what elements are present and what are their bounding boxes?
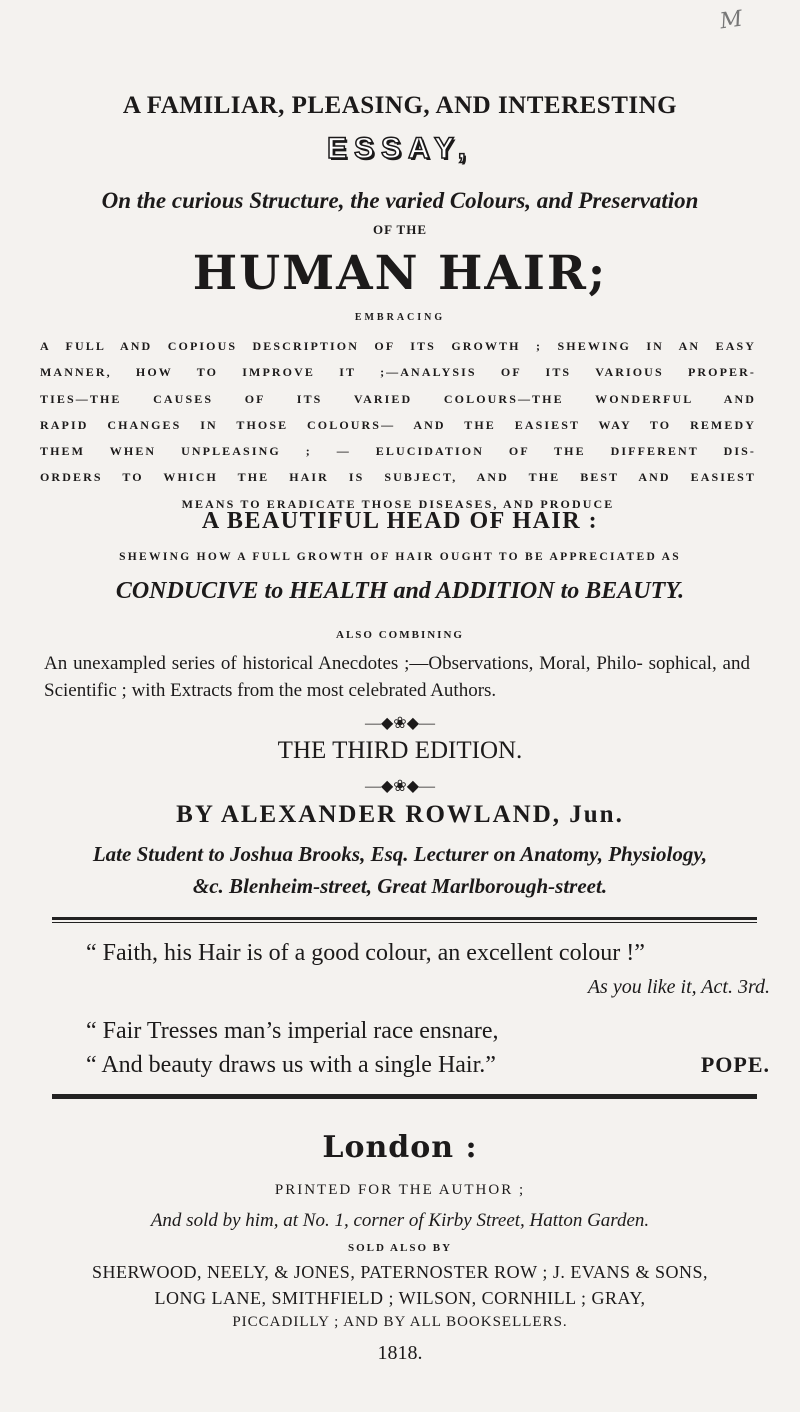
epigraph-source-2: POPE. — [700, 1052, 770, 1077]
author-credentials-2: &c. Blenheim-street, Great Marlborough-street. — [192, 874, 608, 898]
description-line: MEANS TO ERADICATE THOSE DISEASES, AND PRODUCE — [181, 496, 615, 511]
title-human-hair: HUMAN HAIR; — [192, 246, 608, 301]
title-embracing: EMBRACING — [354, 312, 446, 323]
imprint-booksellers-2: LONG LANE, SMITHFIELD ; WILSON, CORNHILL ; GRAY, — [154, 1288, 646, 1308]
conducive-line: CONDUCIVE to HEALTH and ADDITION to BEAUTY. — [115, 578, 685, 604]
handwritten-mark: M — [718, 6, 745, 35]
imprint-year: 1818. — [377, 1342, 423, 1364]
title-of-the: OF THE — [372, 222, 428, 237]
epigraph-source-1: As you like it, Act. 3rd. — [587, 976, 770, 998]
title-line-1: A FAMILIAR, PLEASING, AND INTERESTING — [122, 92, 678, 119]
imprint-booksellers-1: SHERWOOD, NEELY, & JONES, PATERNOSTER ROW ; J. EVANS & SONS, — [91, 1262, 709, 1282]
edition: THE THIRD EDITION. — [277, 737, 523, 764]
epigraph-quote-1: “ Faith, his Hair is of a good colour, an excellent colour !” — [86, 940, 645, 966]
title-essay: ESSAY, — [327, 132, 473, 165]
imprint-printed: PRINTED FOR THE AUTHOR ; — [274, 1182, 526, 1198]
imprint-sold-also: SOLD ALSO BY — [347, 1242, 453, 1254]
description-line: A FULL AND COPIOUS DESCRIPTION OF ITS GROWTH ; SHEWING IN AN EASY — [40, 339, 756, 353]
title-subtitle: On the curious Structure, the varied Colours, and Preservation — [101, 188, 699, 213]
anecdotes-paragraph: An unexampled series of historical Anecdotes ;—Observations, Moral, Philo- sophical, and Scientific ; with Extracts from the most celebrated Authors. — [44, 653, 750, 701]
ornament-divider: —◆❀◆— — [364, 778, 435, 795]
imprint-sold: And sold by him, at No. 1, corner of Kirby Street, Hatton Garden. — [150, 1210, 650, 1231]
shewing-line: SHEWING HOW A FULL GROWTH OF HAIR OUGHT TO BE APPRECIATED AS — [119, 551, 681, 563]
description-block — [40, 333, 756, 517]
epigraph-quote-3: “ And beauty draws us with a single Hair.” — [86, 1052, 496, 1078]
author-credentials-1: Late Student to Joshua Brooks, Esq. Lecturer on Anatomy, Physiology, — [92, 842, 708, 866]
headline-beautiful-head: A BEAUTIFUL HEAD OF HAIR : — [201, 508, 599, 534]
description-line: ORDERS TO WHICH THE HAIR IS SUBJECT, AND THE BEST AND EASIEST — [40, 470, 756, 485]
author-name: BY ALEXANDER ROWLAND, Jun. — [176, 801, 624, 828]
also-combining: ALSO COMBINING — [336, 629, 464, 641]
divider-rule — [52, 917, 757, 923]
divider-rule — [52, 1094, 757, 1099]
ornament-divider: —◆❀◆— — [364, 715, 435, 732]
imprint-booksellers-3: PICCADILLY ; AND BY ALL BOOKSELLERS. — [232, 1314, 568, 1330]
description-line: MANNER, HOW TO IMPROVE IT ;—ANALYSIS OF ITS VARIOUS PROPER- — [40, 365, 756, 380]
description-line: RAPID CHANGES IN THOSE COLOURS— AND THE EASIEST WAY TO REMEDY — [40, 417, 756, 432]
epigraph-quote-2: “ Fair Tresses man’s imperial race ensnare, — [86, 1018, 499, 1044]
imprint-city: London : — [322, 1130, 478, 1165]
description-line: THEM WHEN UNPLEASING ; — ELUCIDATION OF THE DIFFERENT DIS- — [40, 444, 756, 459]
description-line: TIES—THE CAUSES OF ITS VARIED COLOURS—THE WONDERFUL AND — [40, 391, 756, 406]
